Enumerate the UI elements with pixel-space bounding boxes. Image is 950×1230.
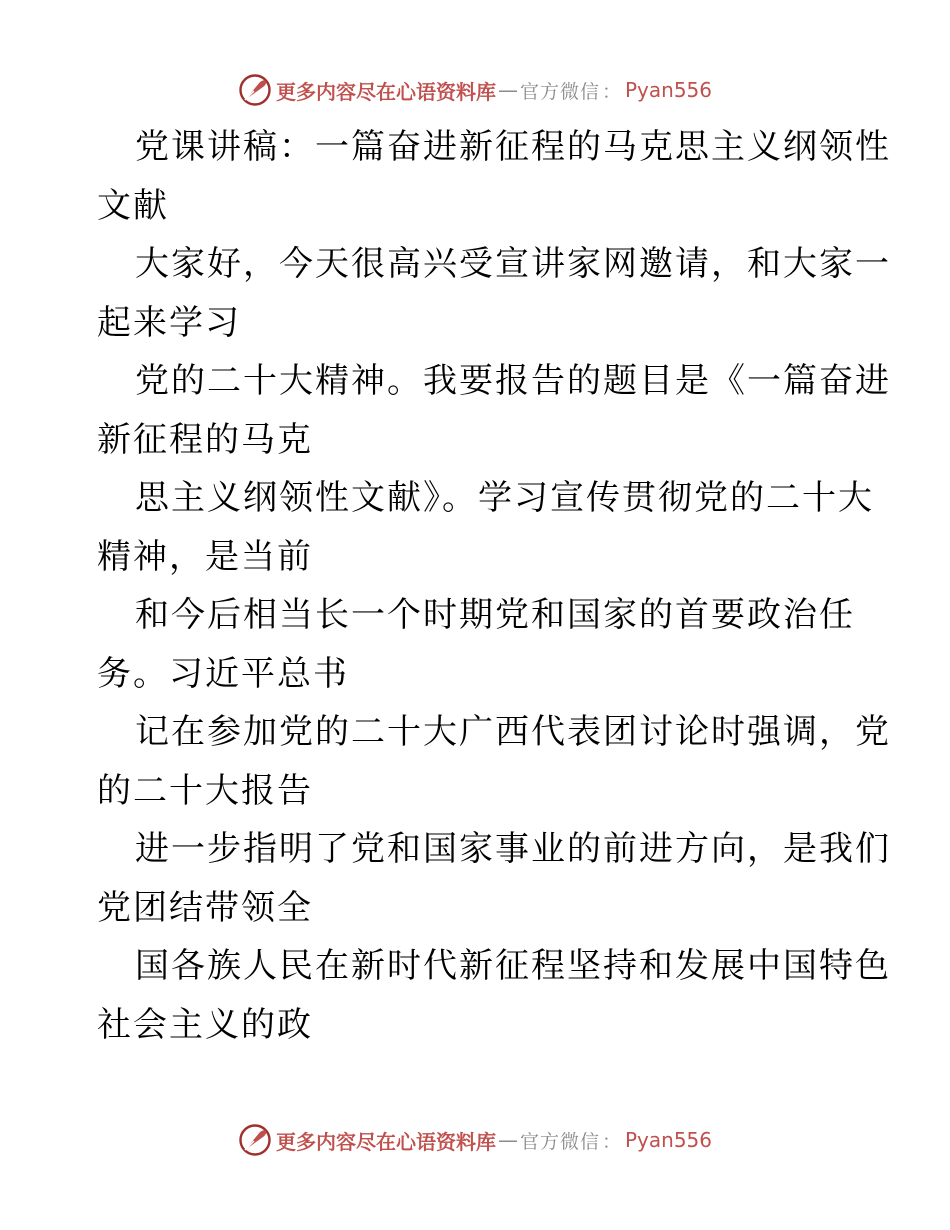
document-line: 精神，是当前 xyxy=(97,536,313,577)
document-line: 党的二十大精神。我要报告的题目是《一篇奋进 xyxy=(135,361,891,401)
footer-wechat-label: 官方微信 xyxy=(519,1130,600,1153)
footer-watermark xyxy=(0,1120,950,1160)
document-line: 党课讲稿：一篇奋进新征程的马克思主义纲领性 xyxy=(135,127,891,167)
document-line: 务。习近平总书 xyxy=(97,653,349,694)
document-line: 新征程的马克 xyxy=(97,419,313,460)
quill-pen-logo-icon xyxy=(238,1123,272,1157)
document-line: 文献 xyxy=(97,185,169,226)
document-line: 和今后相当长一个时期党和国家的首要政治任 xyxy=(135,595,855,635)
header-brand-text: 更多内容尽在心语资料库 xyxy=(275,79,496,104)
document-body xyxy=(97,118,891,1054)
document-line: 国各族人民在新时代新征程坚持和发展中国特色 xyxy=(135,946,891,986)
header-wechat-label: 官方微信 xyxy=(519,80,600,103)
footer-wechat-account: Pyan556 xyxy=(625,1128,713,1152)
document-line: 社会主义的政 xyxy=(97,1004,313,1045)
document-line: 党团结带领全 xyxy=(97,887,313,928)
footer-colon: ： xyxy=(601,1130,621,1153)
document-line: 大家好，今天很高兴受宣讲家网邀请，和大家一 xyxy=(135,244,891,284)
document-line: 的二十大报告 xyxy=(97,770,313,811)
header-colon: ： xyxy=(601,80,621,103)
header-dash: — xyxy=(497,78,518,102)
document-line: 起来学习 xyxy=(97,302,241,343)
quill-pen-logo-icon xyxy=(238,73,272,107)
footer-dash: — xyxy=(497,1128,518,1152)
document-line: 思主义纲领性文献》。学习宣传贯彻党的二十大 xyxy=(135,478,874,518)
header-wechat-account: Pyan556 xyxy=(625,78,713,102)
document-line: 进一步指明了党和国家事业的前进方向，是我们 xyxy=(135,829,891,869)
header-watermark xyxy=(0,70,950,110)
footer-brand-text: 更多内容尽在心语资料库 xyxy=(275,1129,496,1154)
document-line: 记在参加党的二十大广西代表团讨论时强调，党 xyxy=(135,712,891,752)
